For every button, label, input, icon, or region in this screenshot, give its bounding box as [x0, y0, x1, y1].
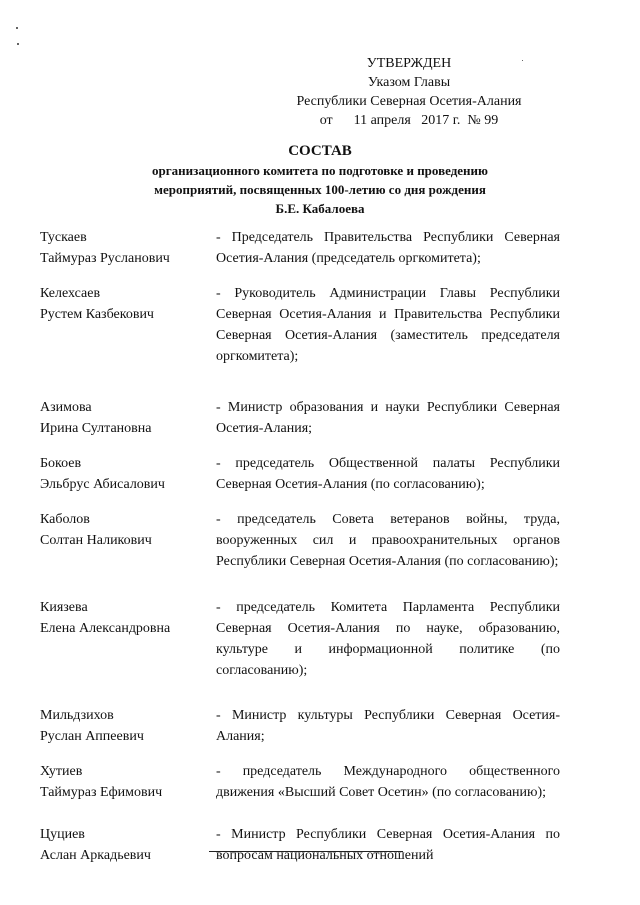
member-role: - председатель Общественной палаты Республики Северная Осетия-Алания (по согласованию);: [216, 456, 560, 492]
member-name: [40, 597, 216, 681]
member-surname: Каболов: [40, 512, 90, 527]
member-role: - председатель Совета ветеранов войны, труда, вооруженных сил и правоохранительных органов Республики Северная Осетия-Алания (по согласованию);: [216, 512, 560, 569]
member-given-name: Таймураз Ефимович: [40, 785, 163, 800]
member-surname: Тускаев: [40, 230, 87, 245]
member-surname: Бокоев: [40, 456, 82, 471]
member-role: - Председатель Правительства Республики Северная Осетия-Алания (председатель оргкомитета);: [216, 230, 560, 266]
member-surname: Мильдзихов: [40, 708, 114, 723]
member-given-name: Ирина Султановна: [40, 421, 152, 436]
committee-member: [40, 824, 560, 866]
committee-member-list: [40, 227, 560, 866]
member-surname: Киязева: [40, 600, 88, 615]
approval-line: УТВЕРЖДЕН: [366, 56, 452, 71]
member-name: [40, 283, 216, 367]
member-surname: Хутиев: [40, 764, 83, 779]
document-title: [60, 142, 580, 218]
committee-member: [40, 761, 560, 803]
member-name: [40, 453, 216, 495]
title-heading: СОСТАВ: [288, 143, 352, 159]
title-subtitle: организационного комитета по подготовке и проведению: [152, 163, 488, 178]
member-given-name: Руслан Аппеевич: [40, 729, 144, 744]
member-given-name: Аслан Аркадьевич: [40, 848, 151, 863]
member-role: - председатель Международного общественного движения «Высший Совет Осетин» (по согласованию);: [216, 764, 560, 800]
member-given-name: Солтан Наликович: [40, 533, 152, 548]
member-role: - Министр культуры Республики Северная Осетия-Алания;: [216, 708, 560, 744]
member-given-name: Рустем Казбекович: [40, 307, 154, 322]
member-name: [40, 761, 216, 803]
title-subtitle: мероприятий, посвященных 100-летию со дня рождения: [154, 182, 486, 197]
member-name: [40, 824, 216, 866]
member-name: [40, 509, 216, 572]
committee-member: [40, 227, 560, 269]
member-surname: Азимова: [40, 400, 92, 415]
scan-speck: [17, 43, 19, 45]
member-role: - председатель Комитета Парламента Республики Северная Осетия-Алания по науке, образованию, культуре и информационной политике (по согласованию);: [216, 600, 560, 678]
member-name: [40, 397, 216, 439]
title-subtitle: Б.Е. Кабалоева: [275, 201, 365, 216]
approval-line: Республики Северная Осетия-Алания: [296, 94, 522, 109]
committee-member: [40, 509, 560, 572]
approval-date-line: от 11 апреля 2017 г. № 99: [319, 113, 499, 128]
approval-stamp: [288, 54, 530, 130]
member-role: - Министр образования и науки Республики Северная Осетия-Алания;: [216, 400, 560, 436]
committee-member: [40, 453, 560, 495]
member-role: - Руководитель Администрации Главы Республики Северная Осетия-Алания и Правительства Республики Северная Осетия-Алания (заместитель председателя оргкомитета);: [216, 286, 560, 364]
member-role: - Министр Республики Северная Осетия-Алания по вопросам национальных отношений: [216, 827, 560, 863]
closing-rule: [209, 851, 403, 852]
member-given-name: Елена Александровна: [40, 621, 171, 636]
committee-member: [40, 705, 560, 747]
member-name: [40, 227, 216, 269]
member-name: [40, 705, 216, 747]
member-given-name: Эльбрус Абисалович: [40, 477, 165, 492]
committee-member: [40, 597, 560, 681]
member-given-name: Таймураз Русланович: [40, 251, 170, 266]
committee-member: [40, 283, 560, 367]
scan-speck: [16, 27, 18, 29]
member-surname: Цуциев: [40, 827, 85, 842]
committee-member: [40, 397, 560, 439]
approval-line: Указом Главы: [367, 75, 451, 90]
member-surname: Келехсаев: [40, 286, 101, 301]
